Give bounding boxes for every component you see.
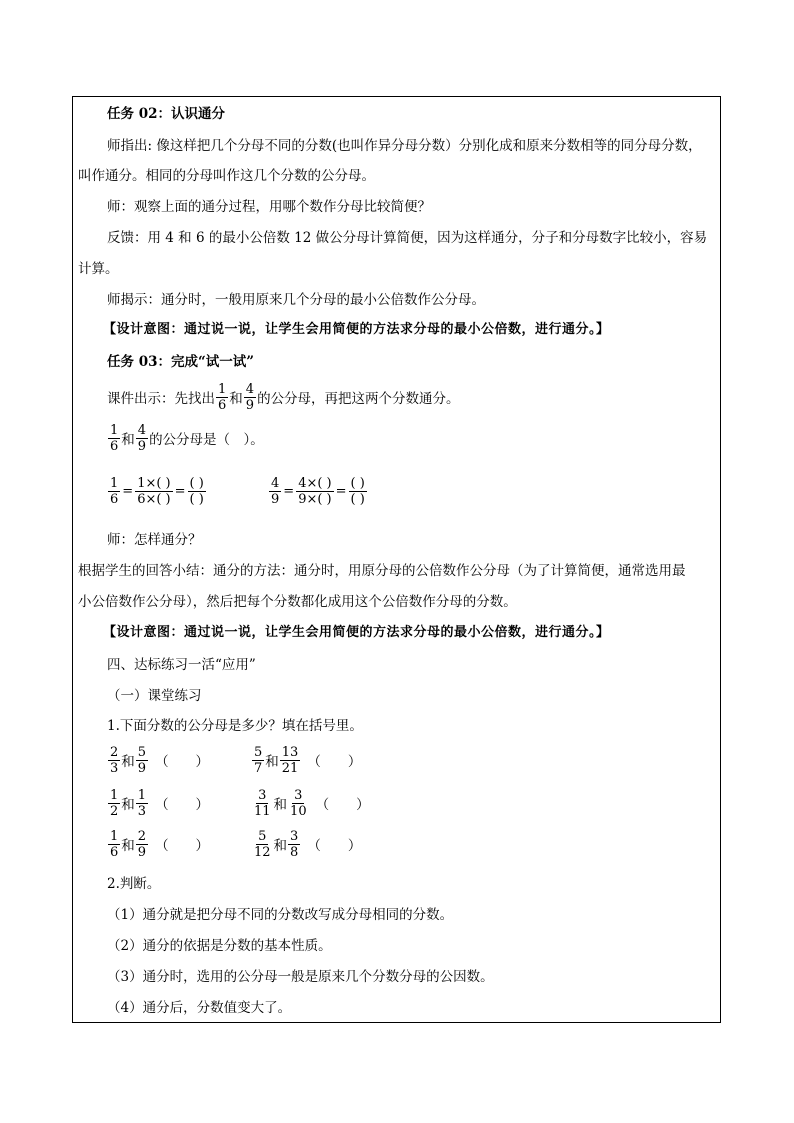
exercise2-title: 2.判断。 (107, 876, 161, 892)
teacher-question: 师：怎样通分？ (107, 532, 202, 548)
judgment-4: （4）通分后，分数值变大了。 (107, 1000, 292, 1016)
task2-para2: 师：观察上面的通分过程，用哪个数作分母比较简便？ (107, 199, 431, 215)
exercise-pair: $\frac{1}{2}$ 和 $\frac{1}{3}$ （ ） (110, 787, 210, 819)
task2-para3-line2: 计算。 (78, 261, 119, 277)
task2-title: 任务 02：认识通分 (107, 106, 225, 122)
section4-title: 四、达标练习一活“应用” (107, 657, 256, 673)
summary-line1: 根据学生的回答小结：通分的方法：通分时，用原分母的公倍数作公分母（为了计算简便，通常选用最 (78, 563, 686, 579)
cd-text: 的公分母是（ ）。 (149, 432, 264, 448)
fraction-1-6: $\frac{1}{6}$ (110, 422, 119, 454)
task2-para1-line2: 叫作通分。相同的分母叫作这几个分数的公分母。 (78, 168, 375, 184)
exercise1-question: 1.下面分数的公分母是多少？填在括号里。 (107, 718, 363, 734)
task3-design-intent: 【设计意图：通过说一说，让学生会用简便的方法求分母的最小公倍数，进行通分。】 (103, 625, 610, 640)
common-denominator-question (107, 421, 264, 455)
task3-title: 任务 03：完成“试一试” (107, 354, 255, 370)
section4-subtitle: （一）课堂练习 (107, 688, 202, 704)
and-text: 和 (121, 432, 135, 448)
task2-para3-line1: 反馈：用 4 和 6 的最小公倍数 12 做公分母计算简便，因为这样通分，分子和分母数字比较小，容易 (107, 230, 708, 246)
exercise-pair: $\frac{3}{11}$ 和 $\frac{3}{10}$ （ ） (254, 787, 370, 819)
answer-blank[interactable]: （ ） (155, 838, 210, 854)
answer-blank[interactable]: （ ） (155, 754, 210, 770)
task3-prompt (107, 380, 460, 414)
answer-blank[interactable]: （ ） (307, 754, 362, 770)
exercise-pair: $\frac{5}{7}$ 和 $\frac{13}{21}$ （ ） (254, 744, 362, 776)
judgment-3: （3）通分时，选用的公分母一般是原来几个分数分母的公因数。 (107, 969, 494, 985)
equation-1: $\frac{1}{6}$ = $\frac{1\times( )}{6\times( )}$ = $\frac{( )}{( )}$ (110, 475, 204, 507)
judgment-1: （1）通分就是把分母不同的分数改写成分母相同的分数。 (107, 907, 454, 923)
answer-blank[interactable]: （ ） (155, 797, 210, 813)
fraction-4-9: $\frac{4}{9}$ (137, 422, 147, 454)
exercise-pair: $\frac{2}{3}$ 和 $\frac{5}{9}$ （ ） (110, 744, 210, 776)
fraction-4-9: $\frac{4}{9}$ (245, 381, 255, 413)
task2-design-intent: 【设计意图：通过说一说，让学生会用简便的方法求分母的最小公倍数，进行通分。】 (103, 322, 610, 337)
exercise-pair: $\frac{1}{6}$ 和 $\frac{2}{9}$ （ ） (110, 828, 210, 860)
and-text: 和 (229, 391, 243, 407)
prompt-pre: 课件出示：先找出 (107, 391, 215, 407)
task2-para1-line1: 师指出: 像这样把几个分母不同的分数(也叫作异分母分数）分别化成和原来分数相等的同分母分数， (107, 138, 702, 154)
exercise-pair: $\frac{5}{12}$ 和 $\frac{3}{8}$ （ ） (254, 828, 362, 860)
task2-para4: 师揭示：通分时，一般用原来几个分母的最小公倍数作公分母。 (107, 292, 485, 308)
prompt-post: 的公分母，再把这两个分数通分。 (257, 391, 460, 407)
summary-line2: 小公倍数作公分母），然后把每个分数都化成用这个公倍数作分母的分数。 (78, 594, 517, 610)
answer-blank[interactable]: （ ） (315, 797, 370, 813)
equation-2: $\frac{4}{9}$ = $\frac{4\times( )}{9\times( )}$ = $\frac{( )}{( )}$ (271, 475, 365, 507)
answer-blank[interactable]: （ ） (307, 838, 362, 854)
fraction-1-6: $\frac{1}{6}$ (218, 381, 227, 413)
judgment-2: （2）通分的依据是分数的基本性质。 (107, 938, 332, 954)
